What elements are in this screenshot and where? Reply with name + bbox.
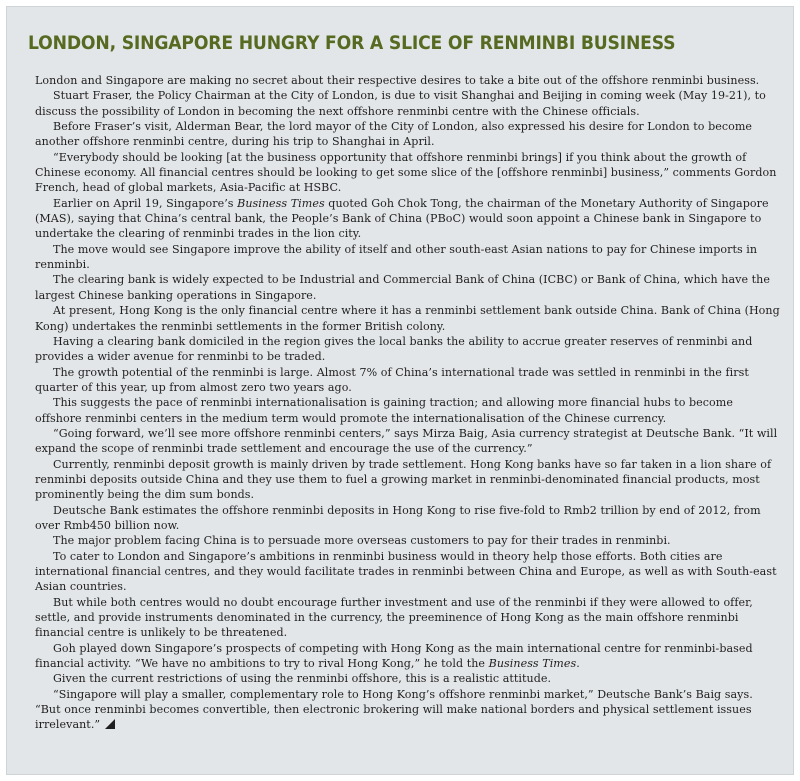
paragraph-20-text: “Singapore will play a smaller, complementary role to Hong Kong’s offshore renminbi market,” Deutsche Bank’s Baig says. “But once renminbi becomes convertible, then electronic brokering will make national borders and physical settlement issues irrelevant.” [35,687,753,732]
article-panel [6,6,794,775]
paragraph-5-rest: quoted Goh Chok Tong, the chairman of the Monetary Authority of Singapore (MAS), saying that China’s central bank, the People’s Bank of China (PBoC) would soon appoint a Chinese bank in Singapore to undertake the clearing of renminbi trades in the lion city. [35,196,769,241]
paragraph-8: At present, Hong Kong is the only financial centre where it has a renminbi settlement bank outside China. Bank of China (Hong Kong) undertakes the renminbi settlements in the former British colony. [35,304,780,333]
paragraph-18-lead: Goh played down Singapore’s prospects of competing with Hong Kong as the main international centre for renminbi-based financial activity. “We have no ambitions to try to rival Hong Kong,” he told the [35,641,753,671]
paragraph-18-end: . [576,657,580,671]
paragraph-3: Before Fraser’s visit, Alderman Bear, the lord mayor of the City of London, also expressed his desire for London to become another offshore renminbi centre, during his trip to Shanghai in April. [35,120,753,149]
paragraph-16: To cater to London and Singapore’s ambitions in renminbi business would in theory help those efforts. Both cities are international financial centres, and they would facilitate trades in renminbi between China and Europe, as well as with South-east Asian countries. [35,549,777,594]
paragraph-15: The major problem facing China is to persuade more overseas customers to pay for their trades in renminbi. [53,534,671,548]
paragraph-1: London and Singapore are making no secret about their respective desires to take a bite out of the offshore renminbi business. [35,74,760,87]
paragraph-17: But while both centres would no doubt encourage further investment and use of the renminbi if they were allowed to offer, settle, and provide instruments denominated in the currency, the preeminence of Hong Kong as the main offshore renminbi financial centre is unlikely to be threatened. [35,595,753,640]
paragraph-7: The clearing bank is widely expected to be Industrial and Commercial Bank of China (ICBC) or Bank of China, which have the largest Chinese banking operations in Singapore. [35,273,770,302]
end-of-article-triangle-icon [105,719,115,729]
paragraph-10: The growth potential of the renminbi is large. Almost 7% of China’s international trade was settled in renminbi in the first quarter of this year, up from almost zero two years ago. [35,365,749,394]
paragraph-4: “Everybody should be looking [at the business opportunity that offshore renminbi brings] if you think about the growth of Chinese economy. All financial centres should be looking to get some slice of the [offshore renminbi] business,” comments Gordon French, head of global markets, Asia-Pacific at HSBC. [35,150,777,195]
publication-name: Business Times [237,196,325,210]
paragraph-13: Currently, renminbi deposit growth is mainly driven by trade settlement. Hong Kong banks have so far taken in a lion share of renminbi deposits outside China and they use them to fuel a growing market in renminbi-denominated financial products, most prominently being the dim sum bonds. [35,457,772,502]
paragraph-18 [35,641,781,672]
article-body [35,73,781,733]
paragraph-2: Stuart Fraser, the Policy Chairman at the City of London, is due to visit Shanghai and Beijing in coming week (May 19-21), to discuss the possibility of London in becoming the next offshore renminbi centre with the Chinese officials. [35,89,766,118]
paragraph-9: Having a clearing bank domiciled in the region gives the local banks the ability to accrue greater reserves of renminbi and provides a wider avenue for renminbi to be traded. [35,334,753,364]
paragraph-6: The move would see Singapore improve the ability of itself and other south-east Asian nations to pay for Chinese imports in renminbi. [35,242,758,272]
paragraph-20 [35,687,781,733]
paragraph-5-lead: Earlier on April 19, Singapore’s [53,196,238,210]
article-headline: LONDON, SINGAPORE HUNGRY FOR A SLICE OF RENMINBI BUSINESS [28,33,676,54]
paragraph-14: Deutsche Bank estimates the offshore renminbi deposits in Hong Kong to rise five-fold to Rmb2 trillion by end of 2012, from over Rmb450 billion now. [35,503,761,532]
paragraph-19: Given the current restrictions of using the renminbi offshore, this is a realistic attitude. [53,672,552,686]
paragraph-12: “Going forward, we’ll see more offshore renminbi centers,” says Mirza Baig, Asia currency strategist at Deutsche Bank. “It will expand the scope of renminbi trade settlement and encourage the use of the currency.” [35,426,778,456]
paragraph-11: This suggests the pace of renminbi internationalisation is gaining traction; and allowing more financial hubs to become offshore renminbi centers in the medium term would promote the internationalisation of the Chinese currency. [35,396,733,425]
paragraph-5 [35,196,781,242]
publication-name: Business Times [488,657,577,671]
